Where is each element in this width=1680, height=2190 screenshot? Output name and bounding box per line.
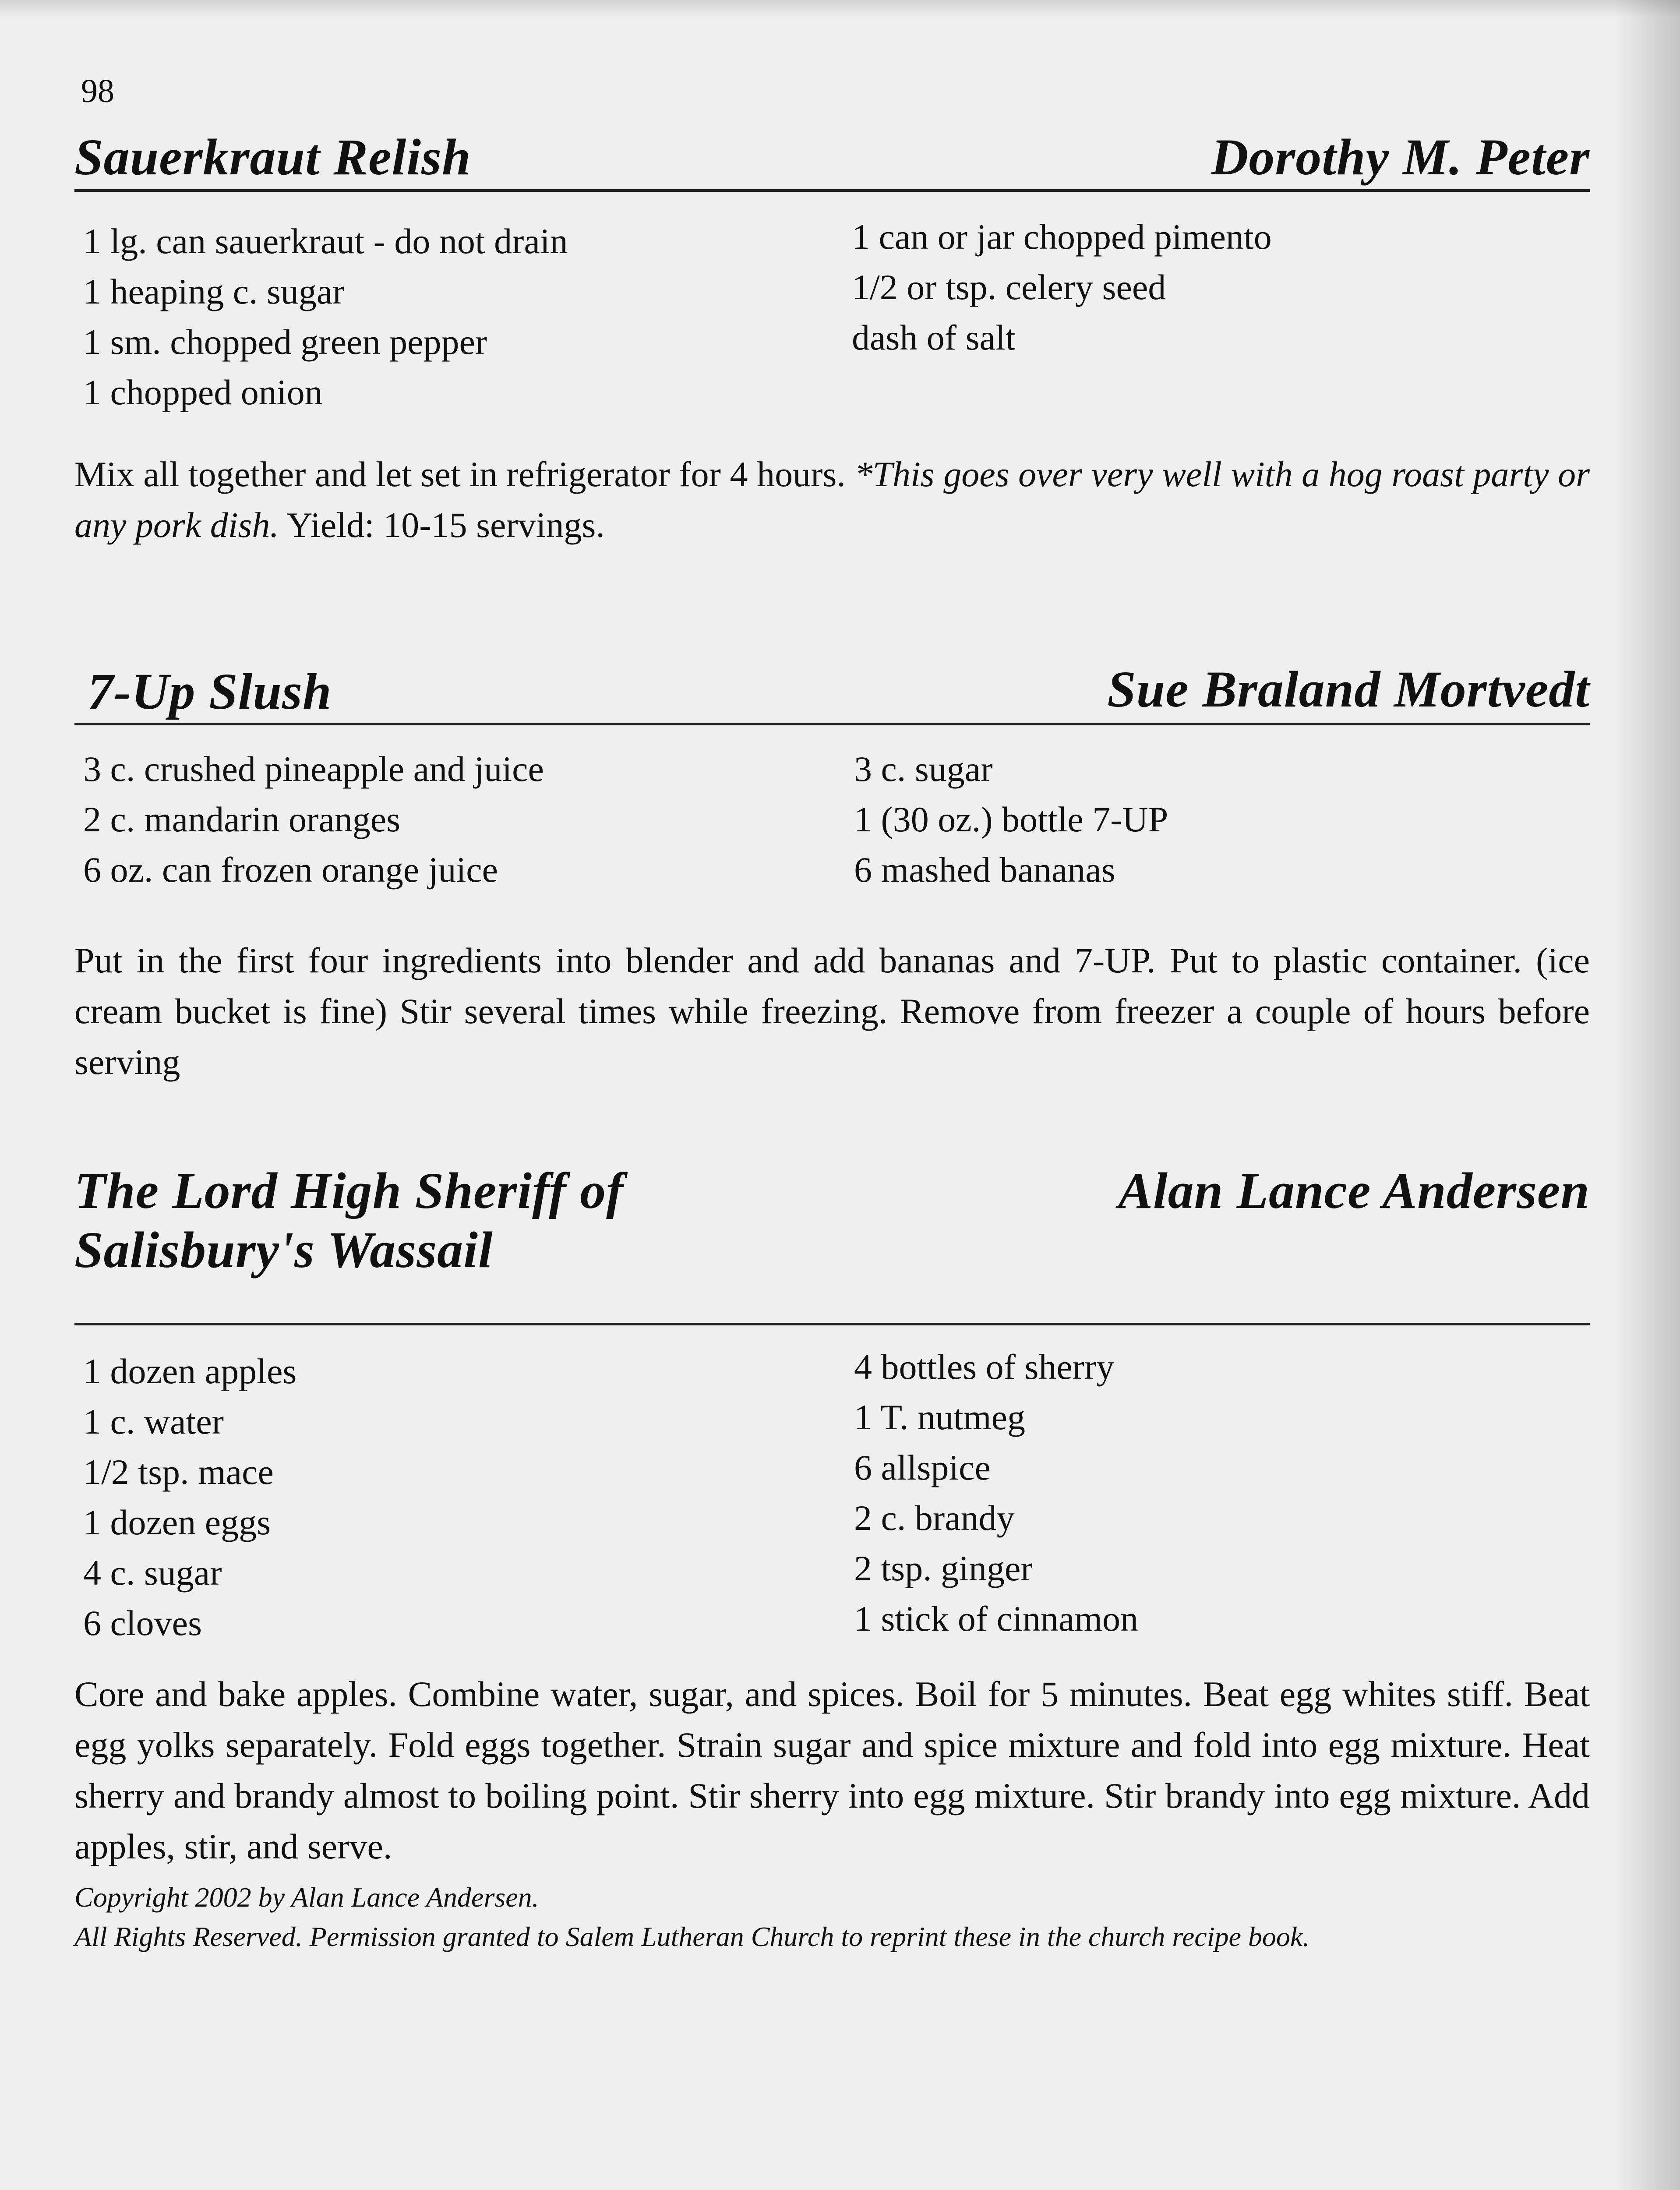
ingredient: 1 can or jar chopped pimento: [852, 217, 1272, 257]
recipe-title: 7-Up Slush: [88, 663, 332, 720]
recipe-title: Sauerkraut Relish: [74, 128, 471, 186]
ingredient: 2 tsp. ginger: [854, 1548, 1033, 1588]
ingredient: 1 heaping c. sugar: [83, 272, 345, 311]
title-rule: [74, 189, 1590, 192]
ingredient: 1 chopped onion: [83, 372, 323, 412]
instructions-note: *This goes over very well with a hog roast party or any pork dish.: [74, 454, 1590, 545]
page-edge-shadow: [0, 0, 1680, 18]
ingredient: 1 dozen apples: [83, 1351, 297, 1391]
ingredient: 1 c. water: [83, 1402, 224, 1441]
recipe-title-line1: The Lord High Sheriff of: [74, 1162, 624, 1219]
recipe-7up-slush: [74, 661, 1590, 1113]
ingredient: 6 cloves: [83, 1603, 202, 1643]
recipe-wassail: [74, 1162, 1590, 2019]
instructions-text: Mix all together and let set in refrigerator for 4 hours.: [74, 454, 855, 494]
title-rule: [74, 723, 1590, 725]
recipe-instructions: [74, 449, 1590, 551]
ingredient: 4 bottles of sherry: [854, 1347, 1115, 1387]
ingredient: 1 stick of cinnamon: [854, 1599, 1139, 1639]
ingredient: 1 lg. can sauerkraut - do not drain: [83, 221, 568, 261]
recipe-title-line2: Salisbury's Wassail: [74, 1221, 493, 1279]
copyright-line: Copyright 2002 by Alan Lance Andersen.: [74, 1882, 539, 1913]
ingredients-right: [852, 219, 1272, 370]
ingredient: 1 dozen eggs: [83, 1502, 271, 1542]
ingredient: 1 (30 oz.) bottle 7-UP: [854, 799, 1168, 839]
recipe-instructions: Put in the first four ingredients into blender and add bananas and 7-UP. Put to plastic container. (ice cream bucket is fine) Stir several times while freezing. Remove from freezer a couple of hours before serving: [74, 940, 1590, 1082]
ingredient: 1/2 tsp. mace: [83, 1452, 274, 1492]
ingredient: dash of salt: [852, 318, 1016, 357]
ingredient: 1 T. nutmeg: [854, 1397, 1025, 1437]
ingredient: 3 c. crushed pineapple and juice: [83, 749, 544, 789]
ingredients-left: [83, 223, 568, 425]
ingredient: 6 allspice: [854, 1448, 991, 1487]
ingredient: 4 c. sugar: [83, 1553, 222, 1593]
ingredient: 2 c. brandy: [854, 1498, 1015, 1538]
ingredients-right: [854, 751, 1168, 902]
ingredients-right: [854, 1349, 1138, 1651]
ingredients-left: [83, 1353, 296, 1656]
recipe-author: Sue Braland Mortvedt: [1107, 661, 1590, 718]
ingredients-left: [83, 751, 544, 902]
recipe-sauerkraut-relish: [74, 128, 1590, 552]
recipe-instructions: Core and bake apples. Combine water, sugar, and spices. Boil for 5 minutes. Beat egg whites stiff. Beat egg yolks separately. Fold eggs together. Strain sugar and spice mixture and fold into egg mixture. Heat sherry and brandy almost to boiling point. Stir sherry into egg mixture. Stir brandy into egg mixture. Add apples, stir, and serve.: [74, 1674, 1590, 1866]
recipe-author: Alan Lance Andersen: [1118, 1162, 1590, 1219]
rights-notice: All Rights Reserved. Permission granted to Salem Lutheran Church to reprint these in the church recipe book.: [74, 1921, 1310, 1952]
page-number: 98: [81, 73, 114, 110]
ingredient: 6 mashed bananas: [854, 850, 1115, 890]
ingredient: 3 c. sugar: [854, 749, 993, 789]
ingredient: 6 oz. can frozen orange juice: [83, 850, 498, 890]
ingredient: 2 c. mandarin oranges: [83, 799, 401, 839]
page-gutter-shadow: [1614, 0, 1680, 2190]
recipe-author: Dorothy M. Peter: [1211, 128, 1590, 186]
ingredient: 1 sm. chopped green pepper: [83, 322, 487, 362]
title-rule: [74, 1323, 1590, 1325]
instructions-yield: Yield: 10-15 servings.: [279, 505, 605, 545]
ingredient: 1/2 or tsp. celery seed: [852, 267, 1166, 307]
